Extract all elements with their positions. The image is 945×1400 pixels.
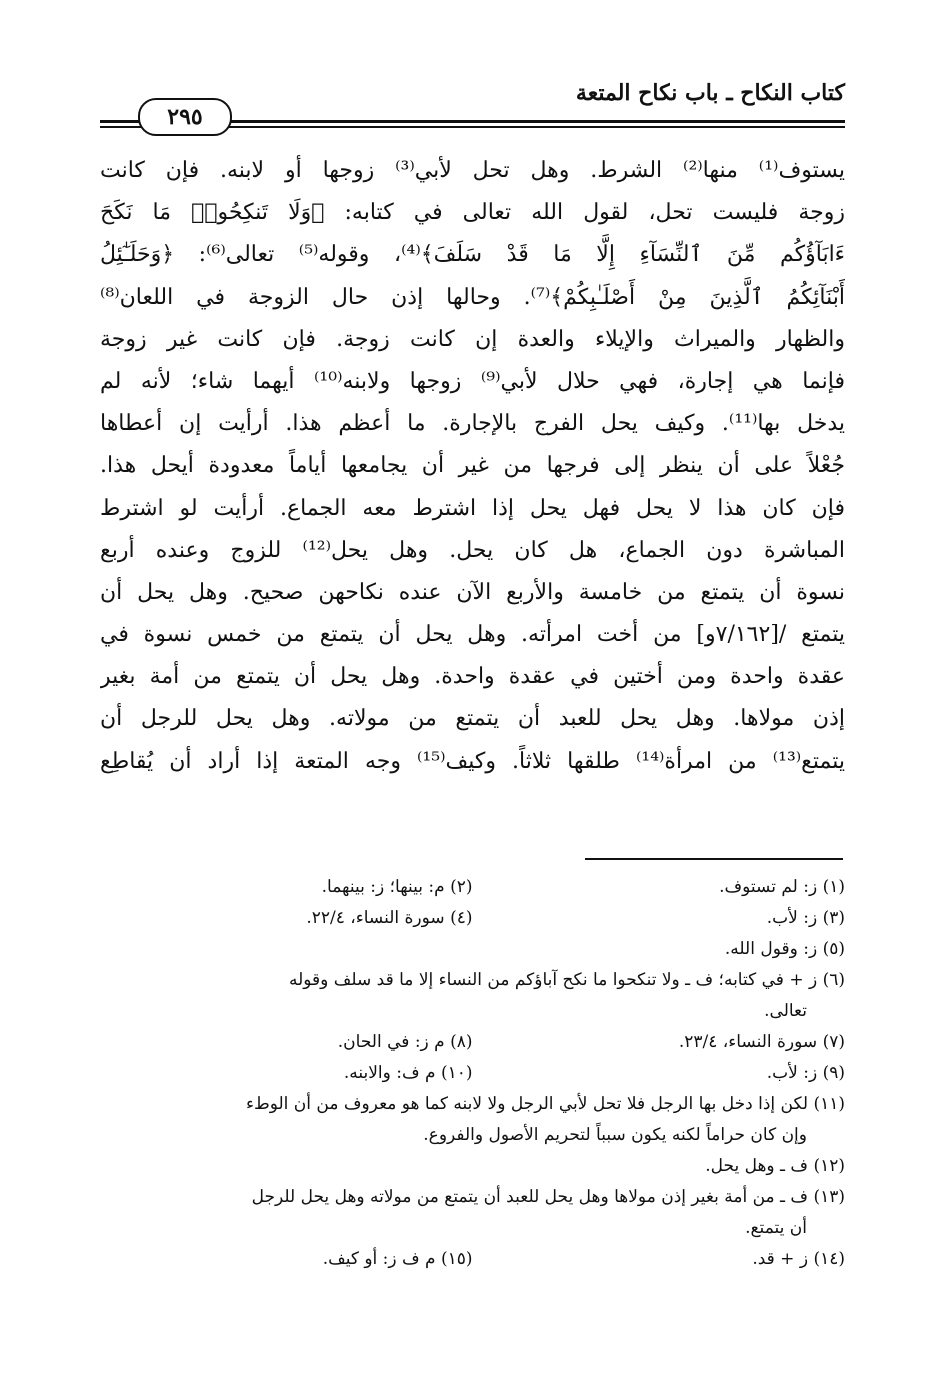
text-line: فإنما هي إجارة، فهي حلال لأبي⁽⁹⁾ زوجها ولابنه⁽¹⁰⁾ أيهما شاء؛ لأنه لم: [100, 368, 845, 394]
footnote: (٣) ز: لأب.: [766, 908, 845, 928]
footnote: (١٥) م ف ز: أو كيف.: [322, 1249, 473, 1269]
text-line: يستوف⁽¹⁾ منها⁽²⁾ الشرط. وهل تحل لأبي⁽³⁾ زوجها أو لابنه. فإن كانت: [100, 158, 845, 183]
text-line: يتمتع⁽¹³⁾ من امرأة⁽¹⁴⁾ طلقها ثلاثاً. وكيف⁽¹⁵⁾ وجه المتعة إذا أراد أن يُقاطِع: [100, 748, 845, 774]
footnote: (١١) لكن إذا دخل بها الرجل فلا تحل لأبي الرجل ولا لابنه كما هو معروف من أن الوطء: [245, 1094, 845, 1114]
footnote: (١٤) ز + قد.: [752, 1249, 845, 1269]
text-line: فإن كان هذا لا يحل فهل يحل إذا اشترط معه الجماع. أرأيت لو اشترط: [100, 495, 845, 521]
text-line: يدخل بها⁽¹¹⁾. وكيف يحل الفرج بالإجارة. ما أعظم هذا. أرأيت إن أعطاها: [100, 411, 845, 437]
text-line: إذن مولاها. وهل يحل للعبد أن يتمتع من مولاته. وهل يحل للرجل أن: [100, 706, 845, 732]
footnote-continuation: وإن كان حراماً لكنه يكون سبباً لتحريم الأصول والفروع.: [423, 1125, 807, 1145]
text-line: نسوة أن يتمتع من خامسة والأربع الآن عنده نكاحهن صحيح. وهل يحل أن: [100, 579, 845, 605]
footnote: (٦) ز + في كتابه؛ ف ـ ولا تنكحوا ما نكح آباؤكم من النساء إلا ما قد سلف وقوله: [288, 970, 845, 990]
footnote: (١٢) ف ـ وهل يحل.: [705, 1156, 845, 1176]
text-line: ءَابَآؤُكُم مِّنَ ٱلنِّسَآءِ إِلَّا مَا قَدْ سَلَفَ﴾⁽⁴⁾، وقوله⁽⁵⁾ تعالى⁽⁶⁾: ﴿وَحَلَـٰٓئِلُ: [100, 242, 845, 268]
main-text: [100, 150, 845, 783]
footnote: (٢) م: بينها؛ ز: بينهما.: [321, 877, 473, 897]
footnote: (٩) ز: لأب.: [766, 1063, 845, 1083]
text-line: زوجة فليست تحل، لقول الله تعالى في كتابه: ﴿وَلَا تَنكِحُوا۟ مَا نَكَحَ: [100, 200, 845, 226]
footnote-continuation: تعالى.: [764, 1001, 807, 1021]
text-line: المباشرة دون الجماع، هل كان يحل. وهل يحل⁽¹²⁾ للزوج وعنده أربع: [100, 537, 845, 563]
page-number: ٢٩٥: [167, 104, 203, 130]
footnote: (١) ز: لم تستوف.: [719, 877, 845, 897]
footnote: (١٠) م ف: والابنه.: [343, 1063, 473, 1083]
footnote: (١٣) ف ـ من أمة بغير إذن مولاها وهل يحل للعبد أن يتمتع من مولاته وهل يحل للرجل: [251, 1187, 845, 1207]
footnote: (٤) سورة النساء، ٢٢/٤.: [306, 908, 473, 928]
footnotes: [100, 872, 845, 1275]
footnote: (٥) ز: وقول الله.: [724, 939, 845, 959]
text-line: والظهار والميراث والإيلاء والعدة إن كانت زوجة. فإن كانت غير زوجة: [100, 326, 845, 352]
text-line: أَبْنَآئِكُمُ ٱلَّذِينَ مِنْ أَصْلَـٰبِكُمْ﴾⁽⁷⁾. وحالها إذن حال الزوجة في اللعان⁽⁸⁾: [100, 284, 845, 310]
footnote-separator: [585, 858, 843, 860]
page-number-badge: [138, 98, 232, 136]
text-line: جُعْلاً على أن ينظر إلى فرجها من غير أن يجامعها أياماً معدودة أيحل هذا.: [100, 453, 845, 479]
text-line: عقدة واحدة ومن أختين في عقدة واحدة. وهل يحل أن يتمتع من أمة بغير: [100, 664, 845, 690]
text-line: يتمتع /[٧/١٦٢و] من أخت امرأته. وهل يحل أن يتمتع من خمس نسوة في: [100, 622, 845, 648]
footnote-continuation: أن يتمتع.: [745, 1218, 807, 1238]
running-title: كتاب النكاح ـ باب نكاح المتعة: [575, 80, 845, 106]
footnote: (٨) م ز: في الحان.: [337, 1032, 473, 1052]
footnote: (٧) سورة النساء، ٢٣/٤.: [678, 1032, 845, 1052]
